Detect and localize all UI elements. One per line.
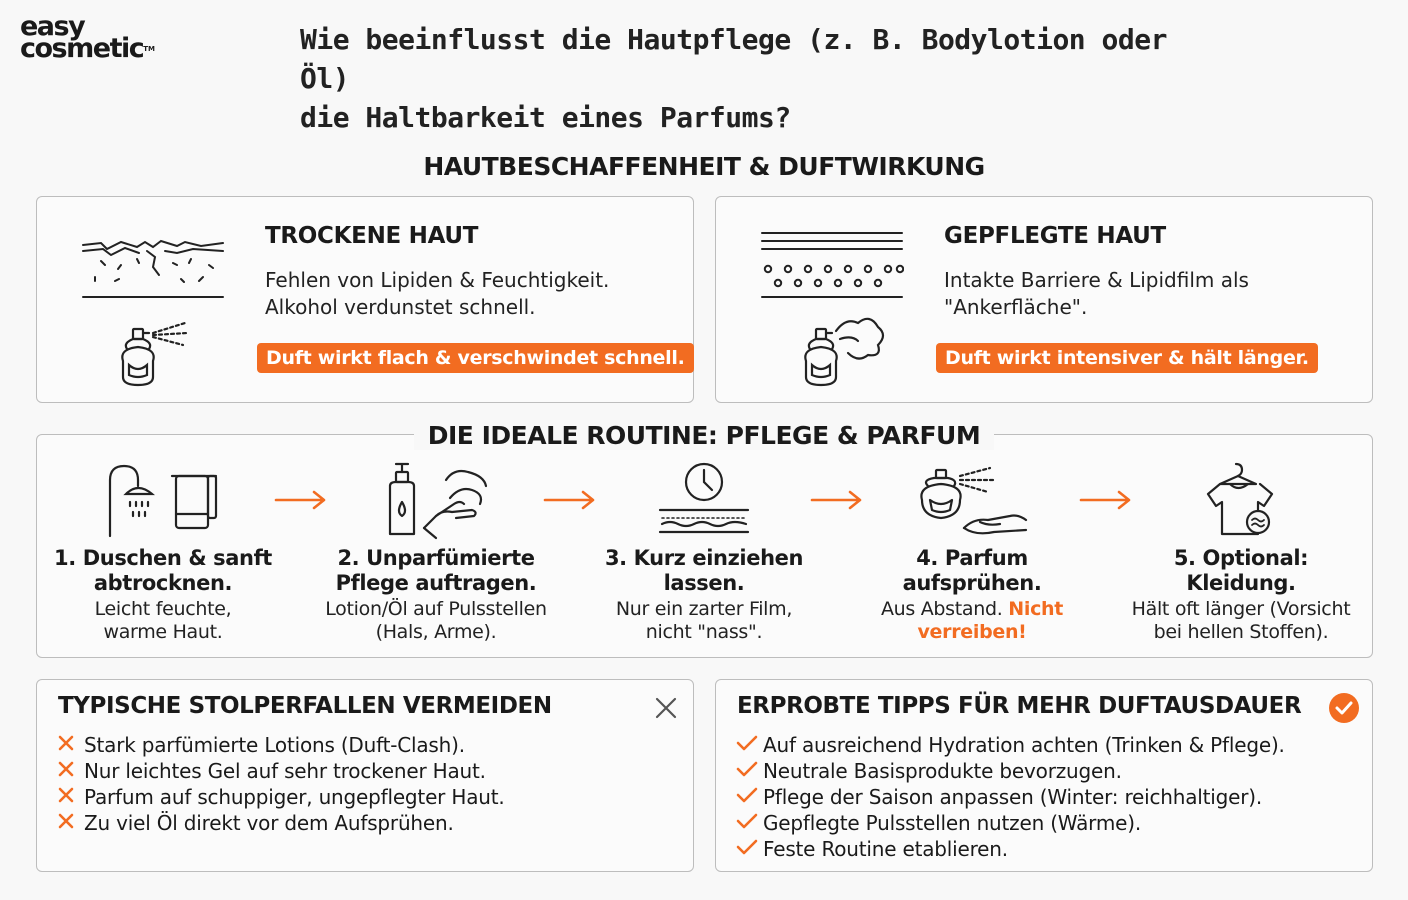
check-icon — [736, 810, 763, 836]
dry-skin-text-line-2: Alkohol verdunstet schnell. — [265, 295, 536, 319]
list-item — [57, 758, 505, 784]
cared-skin-heading: GEPFLEGTE HAUT — [944, 223, 1166, 249]
list-item — [736, 732, 1285, 758]
cracked-skin-icon — [81, 237, 225, 303]
page-title — [300, 20, 1200, 137]
cared-skin-badge: Duft wirkt intensiver & hält länger. — [936, 343, 1318, 373]
pitfalls-heading: TYPISCHE STOLPERFALLEN VERMEIDEN — [58, 693, 552, 719]
lipid-layer-icon — [760, 229, 904, 301]
dry-skin-badge: Duft wirkt flach & verschwindet schnell. — [257, 343, 694, 373]
list-item — [57, 732, 505, 758]
step-5-text-line-2: bei hellen Stoffen). — [1153, 621, 1329, 643]
step-3-title-line-2: lassen. — [663, 571, 745, 595]
shower-towel-icon — [104, 462, 224, 538]
cared-skin-card — [715, 196, 1373, 403]
logo-line-1: easy — [20, 11, 85, 42]
close-icon — [655, 697, 677, 719]
check-circle-icon — [1328, 692, 1360, 724]
step-1-text-line-1: Leicht feuchte, — [94, 598, 232, 620]
step-1-text-line-2: warme Haut. — [103, 621, 223, 643]
shirt-icon — [1204, 462, 1276, 538]
dry-skin-card — [36, 196, 694, 403]
step-3-text-line-1: Nur ein zarter Film, — [615, 598, 793, 620]
tips-list — [736, 732, 1285, 862]
pitfall-text: Nur leichtes Gel auf sehr trockener Haut. — [84, 759, 486, 783]
routine-step-3 — [569, 546, 839, 644]
tips-heading: ERPROBTE TIPPS FÜR MEHR DUFTAUSDAUER — [737, 693, 1302, 719]
routine-step-1 — [28, 546, 298, 644]
step-arrow-1 — [272, 488, 330, 512]
routine-heading: DIE IDEALE ROUTINE: PFLEGE & PARFUM — [414, 421, 994, 450]
section-heading: HAUTBESCHAFFENHEIT & DUFTWIRKUNG — [423, 152, 985, 181]
x-mark-icon — [57, 758, 84, 784]
check-icon — [736, 732, 763, 758]
step-1-title-line-1: 1. Duschen & sanft — [54, 546, 272, 570]
logo-tm: TM — [143, 45, 155, 53]
logo-line-2-text: cosmetic — [20, 33, 144, 64]
logo-line-2 — [20, 33, 155, 64]
routine-step-2 — [301, 546, 571, 644]
tip-text: Auf ausreichend Hydration achten (Trinken & Pflege). — [763, 733, 1285, 757]
step-4-title-line-1: 4. Parfum — [916, 546, 1028, 570]
step-4-accent-2: verreiben! — [917, 621, 1027, 643]
step-arrow-4 — [1077, 488, 1135, 512]
step-2-title-line-2: Pflege auftragen. — [335, 571, 537, 595]
list-item — [57, 784, 505, 810]
list-item — [736, 810, 1285, 836]
check-icon — [736, 784, 763, 810]
list-item — [736, 836, 1285, 862]
step-arrow-3 — [808, 488, 866, 512]
cared-skin-text-line-2: "Ankerfläche". — [944, 295, 1088, 319]
x-mark-icon — [57, 732, 84, 758]
step-2-title-line-1: 2. Unparfümierte — [337, 546, 535, 570]
x-mark-icon — [57, 784, 84, 810]
step-3-title-line-1: 3. Kurz einziehen — [604, 546, 804, 570]
list-item — [736, 758, 1285, 784]
step-2-text-line-1: Lotion/Öl auf Pulsstellen — [325, 598, 547, 620]
perfume-cloud-icon — [796, 311, 886, 389]
dry-skin-text-line-1: Fehlen von Lipiden & Feuchtigkeit. — [265, 268, 610, 292]
cared-skin-text — [944, 267, 1249, 321]
dry-skin-heading: TROCKENE HAUT — [265, 223, 479, 249]
page-title-line-2: die Haltbarkeit eines Parfums? — [300, 101, 791, 134]
dry-skin-text — [265, 267, 609, 321]
step-1-title-line-2: abtrocknen. — [93, 571, 233, 595]
spray-wrist-icon — [914, 464, 1030, 540]
lotion-hand-icon — [380, 460, 490, 540]
tip-text: Neutrale Basisprodukte bevorzugen. — [763, 759, 1122, 783]
step-4-title-line-2: aufsprühen. — [902, 571, 1042, 595]
brand-logo — [20, 11, 155, 64]
pitfall-text: Parfum auf schuppiger, ungepflegter Haut. — [84, 785, 505, 809]
step-4-text-line-1 — [837, 598, 1107, 621]
step-5-title-line-1: 5. Optional: — [1173, 546, 1309, 570]
clock-skin-icon — [656, 460, 752, 540]
list-item — [57, 810, 505, 836]
step-5-title-line-2: Kleidung. — [1186, 571, 1296, 595]
perfume-spray-icon — [113, 321, 193, 389]
routine-step-5 — [1106, 546, 1376, 644]
cared-skin-text-line-1: Intakte Barriere & Lipidfilm als — [944, 268, 1249, 292]
routine-step-4 — [837, 546, 1107, 644]
check-icon — [736, 836, 763, 862]
pitfalls-list — [57, 732, 505, 836]
tip-text: Gepflegte Pulsstellen nutzen (Wärme). — [763, 811, 1141, 835]
list-item — [736, 784, 1285, 810]
step-4-text: Aus Abstand. — [880, 598, 1003, 620]
pitfalls-card — [36, 679, 694, 872]
x-mark-icon — [57, 810, 84, 836]
step-4-accent-1: Nicht — [1008, 598, 1064, 620]
step-3-text-line-2: nicht "nass". — [645, 621, 763, 643]
step-arrow-2 — [541, 488, 599, 512]
step-2-text-line-2: (Hals, Arme). — [375, 621, 497, 643]
tip-text: Pflege der Saison anpassen (Winter: reichhaltiger). — [763, 785, 1263, 809]
check-icon — [736, 758, 763, 784]
pitfall-text: Zu viel Öl direkt vor dem Aufsprühen. — [84, 811, 454, 835]
tips-card — [715, 679, 1373, 872]
pitfall-text: Stark parfümierte Lotions (Duft-Clash). — [84, 733, 465, 757]
tip-text: Feste Routine etablieren. — [763, 837, 1008, 861]
step-5-text-line-1: Hält oft länger (Vorsicht — [1131, 598, 1351, 620]
page-title-line-1: Wie beeinflusst die Hautpflege (z. B. Bodylotion oder Öl) — [300, 23, 1167, 95]
